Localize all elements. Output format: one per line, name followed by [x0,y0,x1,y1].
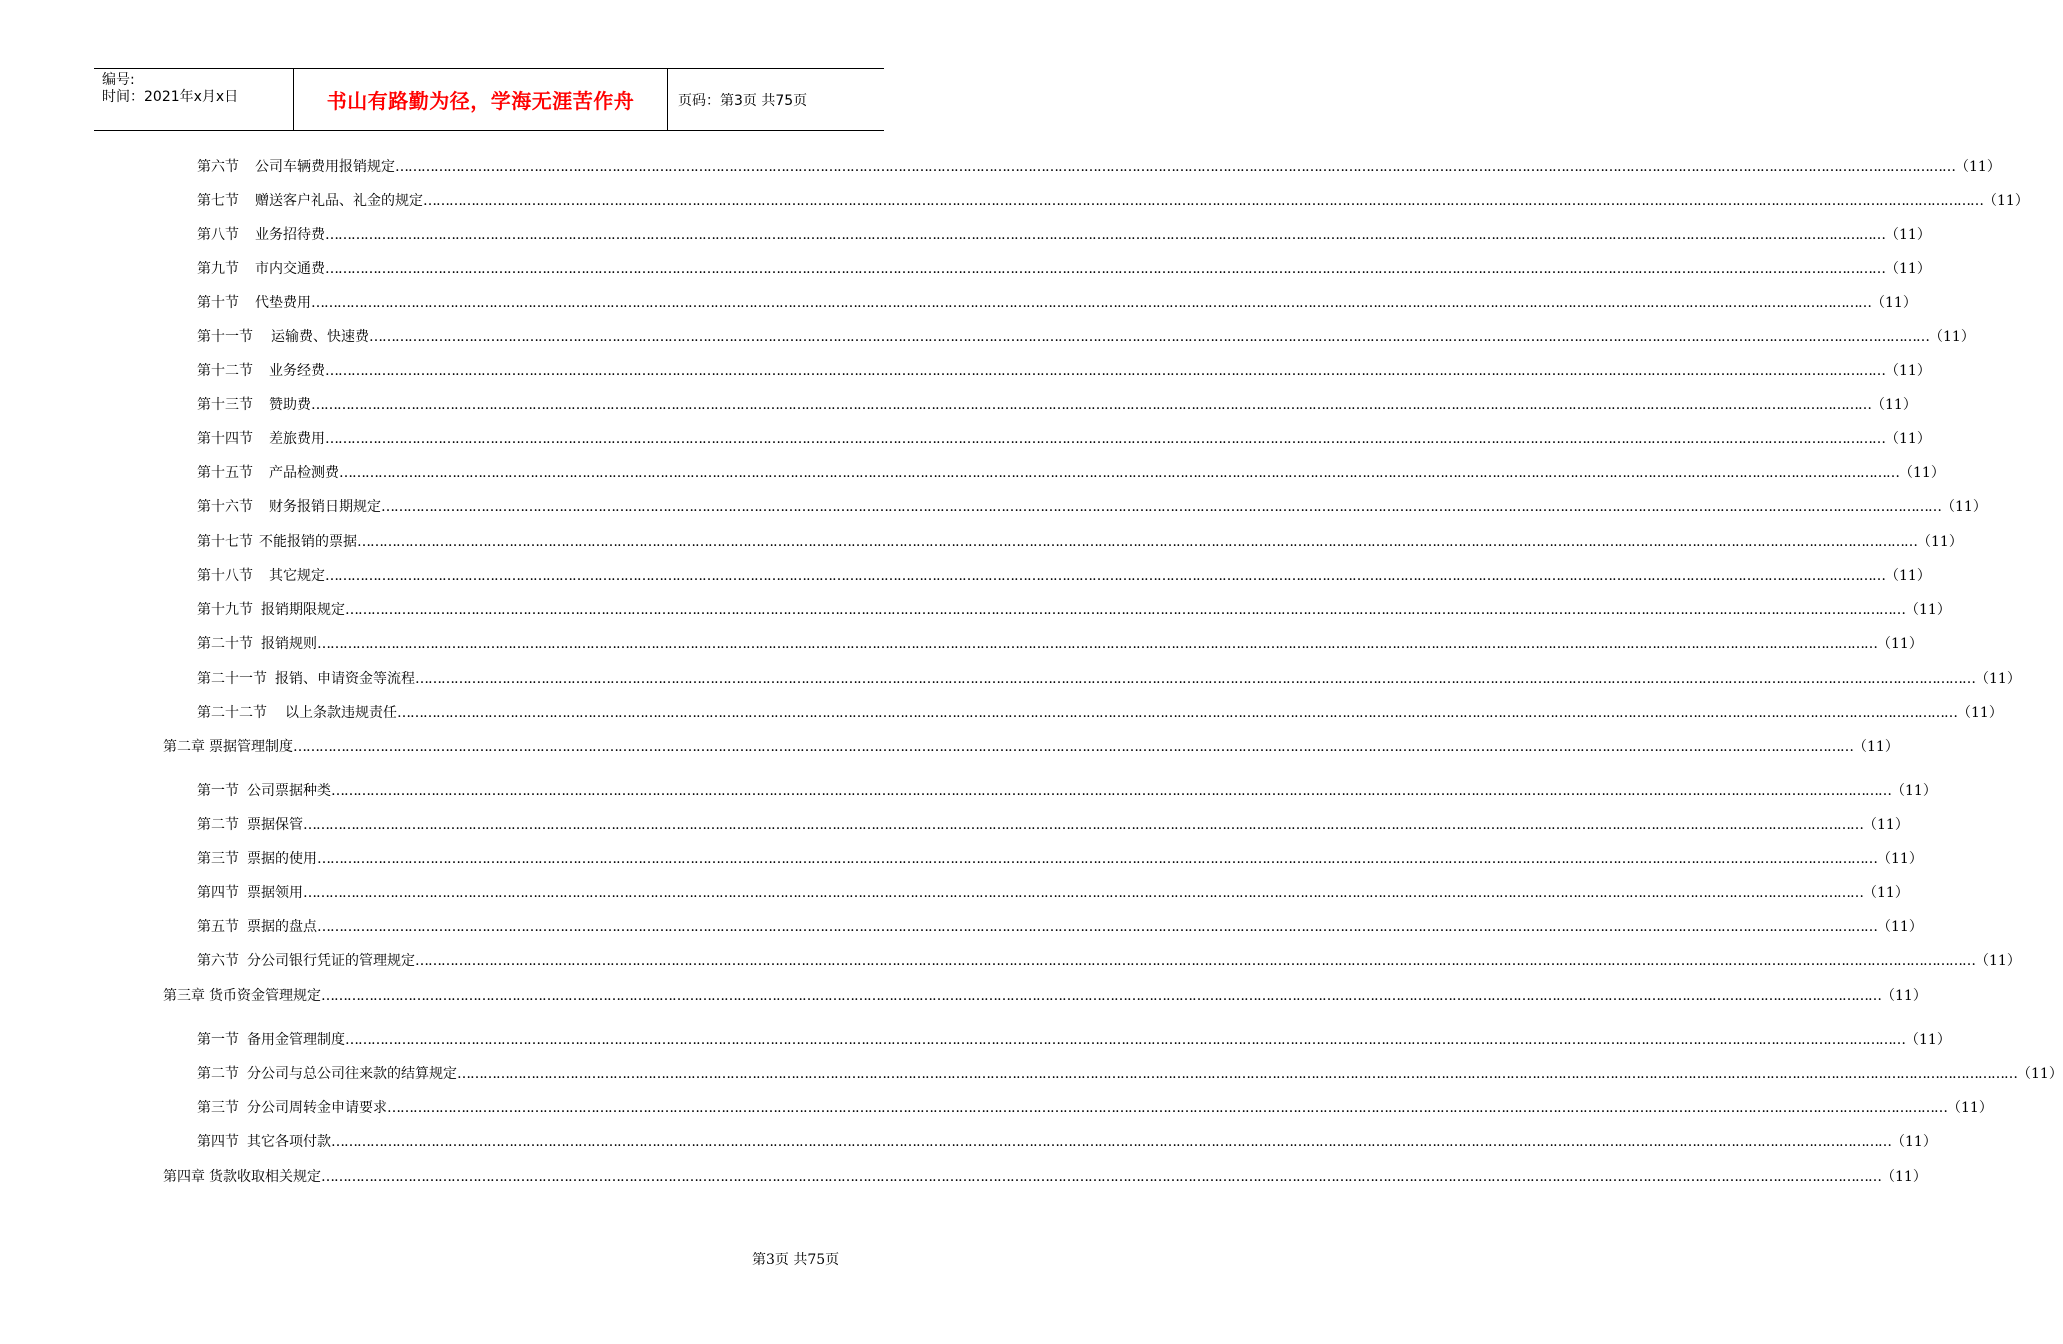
toc-entry-title: 票据管理制度 [209,739,293,755]
toc-entry [197,1133,1937,1151]
toc-entry-number: 第十九节 [197,602,253,618]
toc-entry [197,704,2003,722]
toc-entry-leader: ……………………………………………………………………………………………………………………………………………………………………………………………………………………………………………………………………………………………………………………………… [317,636,1877,652]
toc-entry-title: 财务报销日期规定 [269,499,381,515]
toc-entry-page: （11） [1881,988,1927,1004]
toc-entry [197,260,1931,278]
toc-entry [197,362,1931,380]
toc-entry-title: 以上条款违规责任 [285,705,397,721]
toc-entry-leader: ……………………………………………………………………………………………………………………………………………………………………………………………………………………………………………………………………………………………………………………………… [321,1169,1881,1185]
toc-entry-leader: ……………………………………………………………………………………………………………………………………………………………………………………………………………………………………………………………………………………………………………………………… [345,1032,1905,1048]
toc-entry-leader: ……………………………………………………………………………………………………………………………………………………………………………………………………………………………………………………………………………………………………………………………… [331,1134,1891,1150]
toc-entry-leader: ……………………………………………………………………………………………………………………………………………………………………………………………………………………………………………………………………………………………………………………………… [325,431,1885,447]
toc-entry-leader: ……………………………………………………………………………………………………………………………………………………………………………………………………………………………………………………………………………………………………………………………… [345,602,1905,618]
page-footer: 第3页 共75页 [752,1252,840,1268]
toc-entry-leader: ……………………………………………………………………………………………………………………………………………………………………………………………………………………………………………………………………………………………………………………………… [311,397,1871,413]
toc-entry [197,601,1951,619]
toc-entry-title: 其它各项付款 [247,1134,331,1150]
toc-entry-leader: ……………………………………………………………………………………………………………………………………………………………………………………………………………………………………………………………………………………………………………………………… [339,465,1899,481]
toc-entry-number: 第一节 [197,783,239,799]
toc-entry-page: （11） [1881,1169,1927,1185]
toc-entry-title: 公司票据种类 [247,783,331,799]
toc-entry-title: 报销期限规定 [261,602,345,618]
toc-entry-title: 市内交通费 [255,261,325,277]
toc-entry-leader: ……………………………………………………………………………………………………………………………………………………………………………………………………………………………………………………………………………………………………………………………… [369,329,1929,345]
toc-entry-page: （11） [1885,227,1931,243]
toc-entry-leader: ……………………………………………………………………………………………………………………………………………………………………………………………………………………………………………………………………………………………………………………………… [415,671,1975,687]
toc-entry-number: 第二节 [197,1066,239,1082]
toc-entry-title: 分公司与总公司往来款的结算规定 [247,1066,457,1082]
toc-entry-page: （11） [1891,1134,1937,1150]
toc-entry-leader: ……………………………………………………………………………………………………………………………………………………………………………………………………………………………………………………………………………………………………………………………… [325,568,1885,584]
toc-entry [197,952,2021,970]
toc-entry-title: 票据领用 [247,885,303,901]
toc-entry-title: 公司车辆费用报销规定 [255,159,395,175]
toc-entry [197,918,1923,936]
toc-entry [197,294,1917,312]
toc-entry-number: 第七节 [197,193,239,209]
toc-entry-number: 第四节 [197,885,239,901]
toc-entry-number: 第十四节 [197,431,253,447]
toc-entry-page: （11） [1863,885,1909,901]
toc-entry-leader: ……………………………………………………………………………………………………………………………………………………………………………………………………………………………………………………………………………………………………………………………… [303,885,1863,901]
toc-entry-leader: ……………………………………………………………………………………………………………………………………………………………………………………………………………………………………………………………………………………………………………………………… [311,295,1871,311]
header-meta [94,69,294,130]
toc-entry-number: 第十五节 [197,465,253,481]
toc-entry [197,850,1923,868]
toc-entry-leader: ……………………………………………………………………………………………………………………………………………………………………………………………………………………………………………………………………………………………………………………………… [293,739,1853,755]
toc-entry-title: 分公司周转金申请要求 [247,1100,387,1116]
toc-entry [197,226,1931,244]
header-motto: 书山有路勤为径，学海无涯苦作舟 [294,69,668,130]
toc-entry-leader: ……………………………………………………………………………………………………………………………………………………………………………………………………………………………………………………………………………………………………………………………… [325,363,1885,379]
toc-entry-number: 第二节 [197,817,239,833]
toc-entry-number: 第十八节 [197,568,253,584]
toc-entry-number: 第四节 [197,1134,239,1150]
toc-entry-page: （11） [1899,465,1945,481]
toc-entry-page: （11） [1929,329,1975,345]
toc-entry-title: 报销规则 [261,636,317,652]
toc-entry-page: （11） [1941,499,1987,515]
toc-entry [197,158,2001,176]
toc-entry-page: （11） [1891,783,1937,799]
toc-entry-title: 运输费、快速费 [271,329,369,345]
toc-entry-page: （11） [1917,534,1963,550]
toc-entry [197,1065,2063,1083]
toc-entry [197,782,1937,800]
toc-entry-page: （11） [1877,851,1923,867]
toc-entry-title: 货款收取相关规定 [209,1169,321,1185]
toc-entry [163,987,1927,1005]
toc-entry-leader: ……………………………………………………………………………………………………………………………………………………………………………………………………………………………………………………………………………………………………………………………… [325,227,1885,243]
toc-entry-title: 备用金管理制度 [247,1032,345,1048]
toc-entry-title: 报销、申请资金等流程 [275,671,415,687]
toc-entry-leader: ……………………………………………………………………………………………………………………………………………………………………………………………………………………………………………………………………………………………………………………………… [395,159,1955,175]
toc-entry-number: 第三节 [197,1100,239,1116]
document-number-label: 编号: [102,72,135,88]
toc-entry-leader: ……………………………………………………………………………………………………………………………………………………………………………………………………………………………………………………………………………………………………………………………… [381,499,1941,515]
toc-entry-title: 业务经费 [269,363,325,379]
toc-entry [197,430,1931,448]
toc-entry-leader: ……………………………………………………………………………………………………………………………………………………………………………………………………………………………………………………………………………………………………………………………… [303,817,1863,833]
toc-entry-number: 第三节 [197,851,239,867]
toc-entry-page: （11） [1947,1100,1993,1116]
toc-entry-page: （11） [1885,431,1931,447]
toc-entry-page: （11） [1853,739,1899,755]
toc-entry-leader: ……………………………………………………………………………………………………………………………………………………………………………………………………………………………………………………………………………………………………………………………… [321,988,1881,1004]
toc-entry-leader: ……………………………………………………………………………………………………………………………………………………………………………………………………………………………………………………………………………………………………………………………… [317,851,1877,867]
toc-entry-leader: ……………………………………………………………………………………………………………………………………………………………………………………………………………………………………………………………………………………………………………………………… [317,919,1877,935]
toc-entry-leader: ……………………………………………………………………………………………………………………………………………………………………………………………………………………………………………………………………………………………………………………………… [325,261,1885,277]
toc-entry-title: 差旅费用 [269,431,325,447]
toc-entry-page: （11） [1877,919,1923,935]
toc-entry [197,884,1909,902]
header-page-label: 页码：第3页 共75页 [678,92,808,109]
toc-entry [197,635,1923,653]
toc-entry-leader: ……………………………………………………………………………………………………………………………………………………………………………………………………………………………………………………………………………………………………………………………… [397,705,1957,721]
toc-entry-number: 第三章 [163,988,205,1004]
toc-entry-title: 票据保管 [247,817,303,833]
toc-entry-title: 分公司银行凭证的管理规定 [247,953,415,969]
toc-entry [197,1099,1993,1117]
toc-entry-leader: ……………………………………………………………………………………………………………………………………………………………………………………………………………………………………………………………………………………………………………………………… [357,534,1917,550]
toc-entry-leader: ……………………………………………………………………………………………………………………………………………………………………………………………………………………………………………………………………………………………………………………………… [331,783,1891,799]
toc-entry-number: 第十三节 [197,397,253,413]
toc-entry-number: 第九节 [197,261,239,277]
toc-entry-number: 第十二节 [197,363,253,379]
toc-entry-number: 第二十一节 [197,671,267,687]
toc-entry-page: （11） [1905,1032,1951,1048]
toc-entry-number: 第二章 [163,739,205,755]
toc-entry-number: 第二十节 [197,636,253,652]
toc-entry [197,1031,1951,1049]
toc-entry-title: 赞助费 [269,397,311,413]
toc-entry-number: 第一节 [197,1032,239,1048]
toc-entry-title: 业务招待费 [255,227,325,243]
toc-entry-title: 其它规定 [269,568,325,584]
toc-entry-number: 第六节 [197,953,239,969]
toc-entry-page: （11） [1975,671,2021,687]
toc-entry-title: 代垫费用 [255,295,311,311]
toc-entry-number: 第十节 [197,295,239,311]
toc-entry-number: 第十七节 [197,534,253,550]
toc-entry-page: （11） [2017,1066,2063,1082]
toc-entry-page: （11） [1863,817,1909,833]
toc-entry-title: 赠送客户礼品、礼金的规定 [255,193,423,209]
toc-entry-page: （11） [1885,363,1931,379]
toc-entry [197,328,1975,346]
toc-entry-title: 不能报销的票据 [259,534,357,550]
toc-entry-page: （11） [1983,193,2029,209]
toc-entry-page: （11） [1871,295,1917,311]
toc-entry-leader: ……………………………………………………………………………………………………………………………………………………………………………………………………………………………………………………………………………………………………………………………… [457,1066,2017,1082]
toc-entry-page: （11） [1871,397,1917,413]
toc-entry-number: 第二十二节 [197,705,267,721]
toc-entry-title: 产品检测费 [269,465,339,481]
toc-entry-leader: ……………………………………………………………………………………………………………………………………………………………………………………………………………………………………………………………………………………………………………………………… [387,1100,1947,1116]
document-time-label: 时间：2021年x月x日 [102,89,239,105]
toc-entry-number: 第十一节 [197,329,253,345]
toc-entry-leader: ……………………………………………………………………………………………………………………………………………………………………………………………………………………………………………………………………………………………………………………………… [423,193,1983,209]
toc-entry-page: （11） [1957,705,2003,721]
toc-entry [197,567,1931,585]
toc-entry-page: （11） [1885,568,1931,584]
toc-entry-page: （11） [1975,953,2021,969]
toc-entry [163,738,1899,756]
toc-entry [197,533,1963,551]
toc-entry-title: 票据的使用 [247,851,317,867]
toc-entry [197,464,1945,482]
toc-entry-page: （11） [1955,159,2001,175]
toc-entry-title: 票据的盘点 [247,919,317,935]
toc-entry-leader: ……………………………………………………………………………………………………………………………………………………………………………………………………………………………………………………………………………………………………………………………… [415,953,1975,969]
toc-entry-page: （11） [1885,261,1931,277]
toc-entry-page: （11） [1877,636,1923,652]
toc-entry [197,670,2021,688]
toc-entry [197,816,1909,834]
toc-entry [197,498,1987,516]
toc-entry [197,192,2029,210]
toc-entry-page: （11） [1905,602,1951,618]
toc-entry-number: 第六节 [197,159,239,175]
toc-entry-number: 第四章 [163,1169,205,1185]
toc-entry [197,396,1917,414]
toc-entry [163,1168,1927,1186]
toc-entry-number: 第十六节 [197,499,253,515]
toc-entry-title: 货币资金管理规定 [209,988,321,1004]
toc-entry-number: 第五节 [197,919,239,935]
toc-entry-number: 第八节 [197,227,239,243]
page-header [94,68,884,131]
